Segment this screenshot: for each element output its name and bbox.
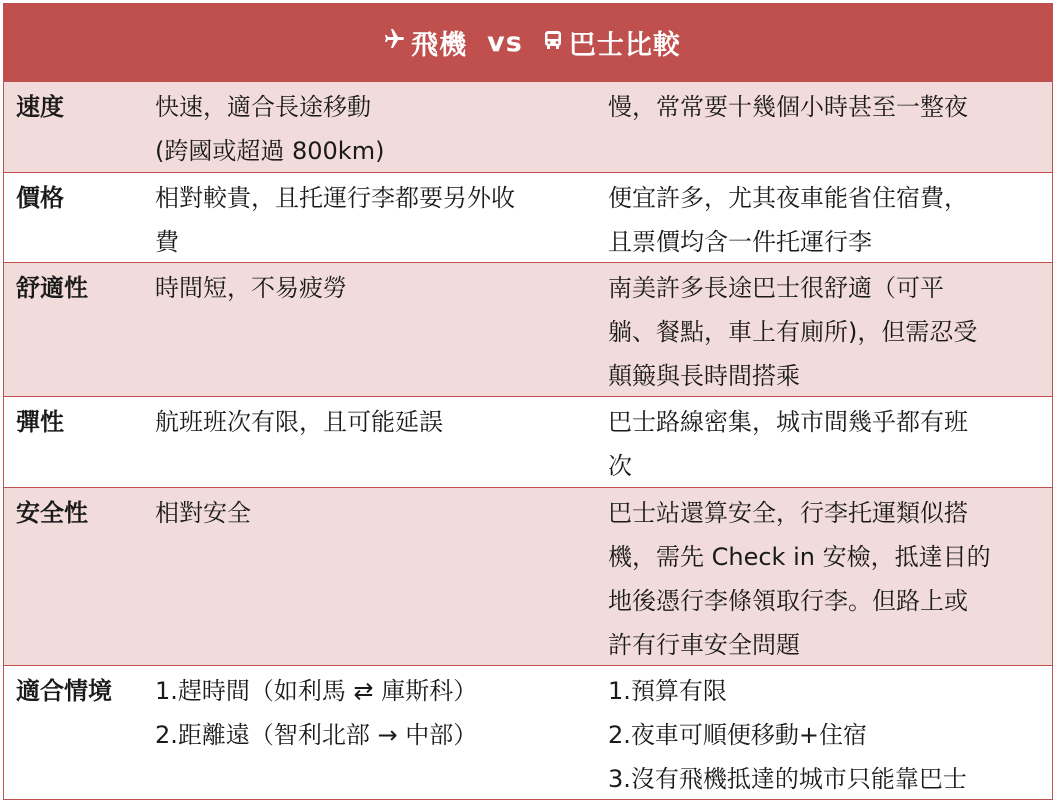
bus-text: 地後憑行李條領取行李。但路上或 (608, 587, 968, 615)
bus-text: 次 (608, 452, 632, 480)
comparison-table (3, 3, 1053, 800)
plane-cell (155, 397, 608, 487)
bus-cell (608, 397, 1052, 487)
row-label: 速度 (16, 93, 64, 121)
row-label: 價格 (16, 184, 64, 212)
plane-text: 相對較貴，且托運行李都要另外收 (155, 184, 515, 212)
bus-text: 2.夜車可順便移動+住宿 (608, 721, 868, 749)
row-label: 彈性 (16, 408, 64, 436)
plane-cell (155, 82, 608, 172)
bus-text: 機，需先 Check in 安檢，抵達目的 (608, 543, 991, 571)
bus-cell (608, 488, 1052, 665)
row-label: 適合情境 (16, 677, 112, 705)
bus-text: 且票價均含一件托運行李 (608, 228, 872, 256)
plane-cell (155, 263, 608, 396)
plane-cell (155, 666, 608, 799)
bus-text: 慢，常常要十幾個小時甚至一整夜 (608, 93, 968, 121)
bus-text: 巴士站還算安全，行李托運類似搭 (608, 499, 968, 527)
bus-cell (608, 666, 1052, 799)
bus-text: 1.預算有限 (608, 677, 727, 705)
plane-text: 航班班次有限，且可能延誤 (155, 408, 443, 436)
bus-cell (608, 82, 1052, 172)
bus-icon (537, 27, 569, 58)
plane-text: 費 (155, 228, 179, 256)
plane-text: 相對安全 (155, 499, 251, 527)
table-row-safety (4, 487, 1052, 665)
table-row-flexibility (4, 396, 1052, 487)
bus-cell (608, 173, 1052, 262)
bus-text: 顛簸與長時間搭乘 (608, 362, 800, 390)
bus-text: 許有行車安全問題 (608, 631, 800, 659)
header-plane-title: 飛機 (411, 30, 468, 61)
bus-text: 躺、餐點，車上有廁所)，但需忍受 (608, 318, 978, 346)
header-vs: vs (487, 27, 523, 58)
bus-text: 便宜許多，尤其夜車能省住宿費， (608, 184, 968, 212)
table-row-scenario (4, 665, 1052, 799)
bus-text: 南美許多長途巴士很舒適（可平 (608, 274, 944, 302)
plane-cell (155, 488, 608, 665)
bus-text: 巴士路線密集，城市間幾乎都有班 (608, 408, 968, 436)
airplane-icon (375, 27, 411, 58)
table-row-price (4, 172, 1052, 262)
bus-text: 3.沒有飛機抵達的城市只能靠巴士 (608, 765, 967, 793)
plane-text: 1.趕時間（如利馬 ⇄ 庫斯科） (155, 677, 478, 705)
plane-text: 快速，適合長途移動 (155, 93, 371, 121)
plane-text: 2.距離遠（智利北部 → 中部） (155, 721, 478, 749)
bus-cell (608, 263, 1052, 396)
header-bus-title: 巴士比較 (568, 30, 681, 61)
table-row-comfort (4, 262, 1052, 396)
table-row-speed (4, 81, 1052, 172)
plane-text: (跨國或超過 800km) (155, 137, 385, 165)
row-label: 安全性 (16, 499, 88, 527)
table-header (4, 4, 1052, 81)
plane-text: 時間短，不易疲勞 (155, 274, 347, 302)
plane-cell (155, 173, 608, 262)
row-label: 舒適性 (16, 274, 88, 302)
